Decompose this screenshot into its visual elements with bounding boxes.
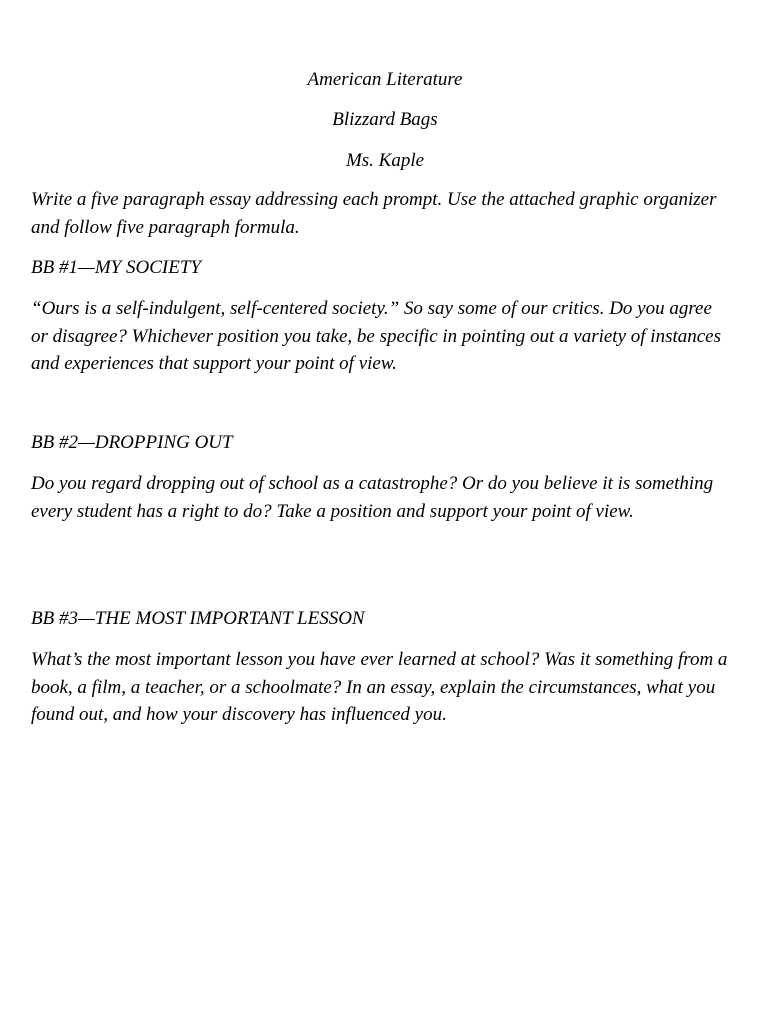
prompt-3-heading: BB #3—THE MOST IMPORTANT LESSON [31,608,365,629]
assignment-title: Blizzard Bags [332,109,438,130]
teacher-name: Ms. Kaple [345,150,425,171]
course-title: American Literature [307,69,463,90]
prompt-3-text: What’s the most important lesson you have ever learned at school? Was it something from a book, a film, a teacher, or a schoolmate? In an essay, explain the circumstances, what you found out, and how your discovery has influenced you. [31,649,728,725]
prompt-2-heading: BB #2—DROPPING OUT [31,432,233,453]
prompt-1-heading: BB #1—MY SOCIETY [31,257,201,278]
prompt-1-text: “Ours is a self-indulgent, self-centered society.” So say some of our critics. Do you agree or disagree? Whichever position you take, be specific in pointing out a variety of instances and experiences that support your point of view. [31,298,722,374]
instructions-paragraph: Write a five paragraph essay addressing each prompt. Use the attached graphic organizer and follow five paragraph formula. [31,189,717,238]
prompt-2-text: Do you regard dropping out of school as a catastrophe? Or do you believe it is something every student has a right to do? Take a position and support your point of view. [31,473,714,522]
